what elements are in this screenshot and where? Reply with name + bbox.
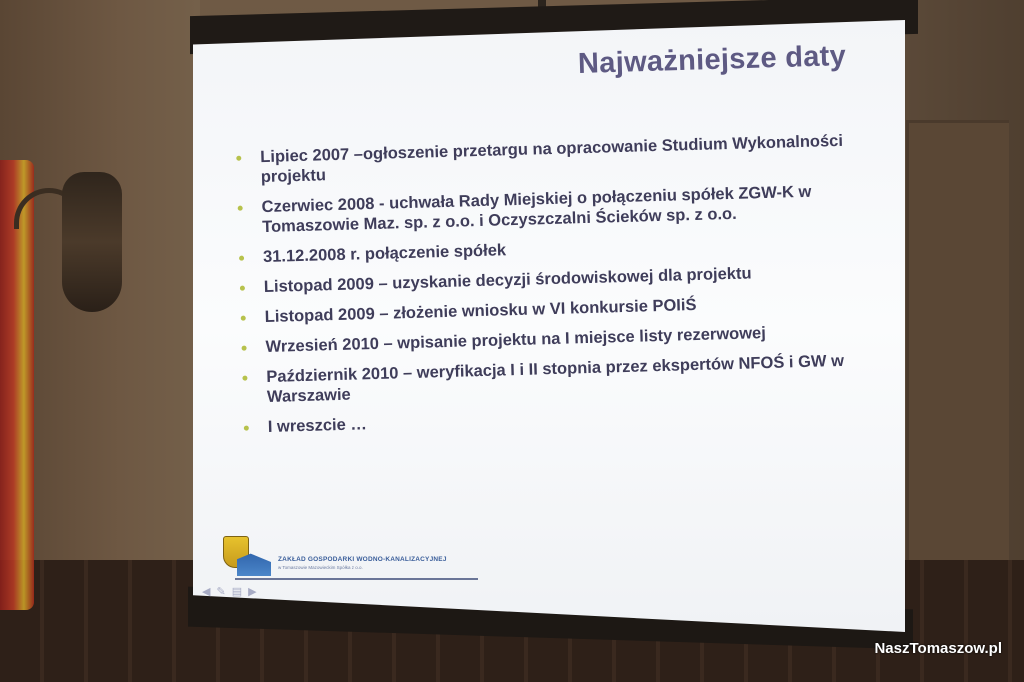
bullet-dot-icon: [238, 206, 243, 211]
pen-icon[interactable]: ✎: [216, 586, 232, 598]
bullet-text: I wreszcie …: [267, 415, 368, 436]
slide-nav-controls: [202, 585, 263, 598]
door: [906, 120, 1009, 566]
menu-icon[interactable]: ▤: [231, 586, 249, 598]
bullet-dot-icon: [240, 286, 245, 291]
bullet-dot-icon: [244, 426, 249, 431]
bullet-text: Wrzesień 2010 – wpisanie projektu na I miejsce listy rezerwowej: [265, 324, 767, 357]
bullet-dot-icon: [242, 376, 247, 381]
bullet-item: [229, 180, 870, 238]
footer-company-name: ZAKŁAD GOSPODARKI WODNO-KANALIZACYJNEJ: [278, 556, 447, 563]
footer-company-subtitle: w Tomaszowie Mazowieckim Spółka z o.o.: [278, 565, 363, 570]
arrow-left-icon[interactable]: ◀: [202, 586, 217, 598]
bullet-item: [236, 400, 876, 438]
arrow-right-icon[interactable]: ▶: [248, 586, 263, 598]
bullet-text: Listopad 2009 – złożenie wniosku w VI konkursie POIiŚ: [264, 295, 697, 327]
bullet-text: Lipiec 2007 –ogłoszenie przetargu na opracowanie Studium Wykonalności projektu: [260, 131, 844, 187]
bullet-dot-icon: [242, 346, 247, 351]
bullet-dot-icon: [239, 256, 244, 261]
bullet-text: 31.12.2008 r. połączenie spółek: [262, 241, 507, 267]
footer-divider: [235, 578, 478, 580]
slide-title: Najważniejsze daty: [577, 40, 847, 80]
wall-sconce: [62, 172, 122, 312]
bullet-dot-icon: [236, 156, 241, 161]
watermark: NaszTomaszow.pl: [874, 640, 1002, 657]
bullet-text: Czerwiec 2008 - uchwała Rady Miejskiej o połączeniu spółek ZGW-K w Tomaszowie Maz. sp. z o.o. i Oczyszczalni Ścieków sp. z o.o.: [261, 182, 812, 237]
bullet-list: [228, 130, 876, 448]
bullet-item: [234, 350, 875, 408]
bullet-text: Październik 2010 – weryfikacja I i II stopnia przez ekspertów NFOŚ i GW w Warszawie: [266, 351, 845, 407]
bullet-text: Listopad 2009 – uzyskanie decyzji środowiskowej dla projektu: [263, 264, 752, 297]
bullet-dot-icon: [241, 316, 246, 321]
